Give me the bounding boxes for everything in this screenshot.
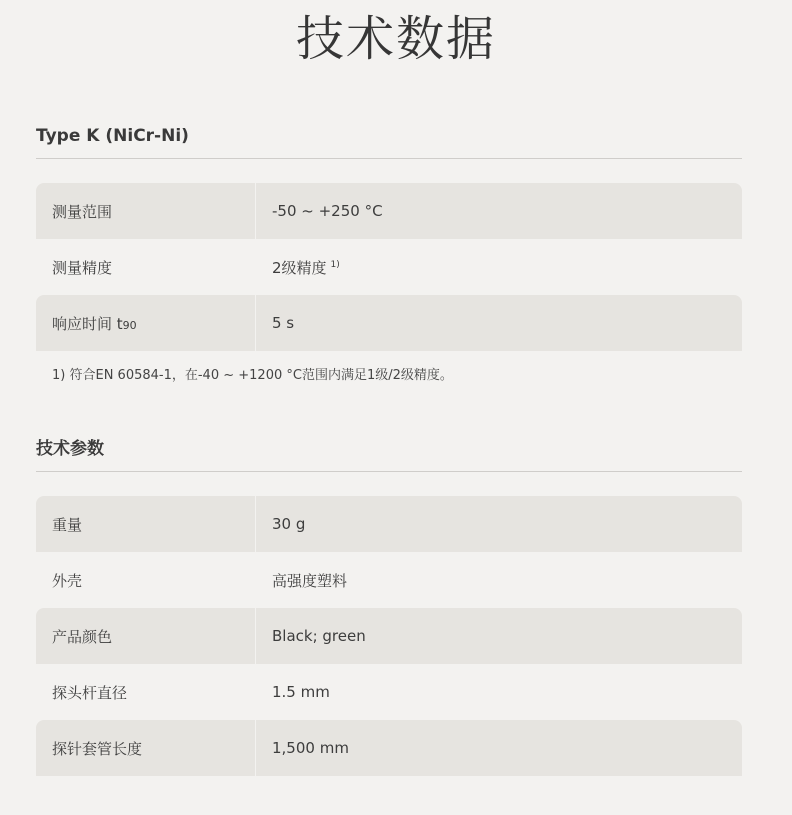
section-title-type-k: Type K (NiCr-Ni) — [36, 126, 189, 146]
row-value-text: 2级精度 — [272, 258, 327, 277]
row-label: 产品颜色 — [52, 627, 113, 646]
row-label: 重量 — [52, 515, 83, 534]
page-title: 技术数据 — [295, 11, 496, 67]
table-row-response-time — [36, 295, 742, 351]
table-row-accuracy — [36, 239, 742, 295]
table-row-measuring-range — [36, 183, 742, 239]
spec-table-type-k — [36, 183, 742, 351]
row-label: 测量精度 — [52, 258, 113, 277]
row-value: 1.5 mm — [272, 683, 330, 701]
table-row-shaft-diameter — [36, 664, 742, 720]
row-label: 测量范围 — [52, 202, 113, 221]
section-title-tech-params: 技术参数 — [36, 439, 104, 459]
row-label — [36, 313, 256, 334]
table-row-sleeve-length — [36, 720, 742, 776]
row-value — [256, 257, 340, 278]
row-value: 1,500 mm — [272, 739, 349, 757]
row-label: 探头杆直径 — [52, 683, 128, 702]
table-row-color — [36, 608, 742, 664]
row-value: 高强度塑料 — [272, 571, 348, 590]
row-label: 外壳 — [52, 571, 83, 590]
spec-table-tech-params — [36, 496, 742, 776]
footnote: 1) 符合EN 60584-1，在-40 ~ +1200 °C范围内满足1级/2级精度。 — [52, 368, 453, 383]
table-row-weight — [36, 496, 742, 552]
table-row-housing — [36, 552, 742, 608]
row-label-subscript: 90 — [122, 318, 137, 332]
row-label: 探针套管长度 — [52, 739, 143, 758]
row-value: Black; green — [272, 627, 366, 645]
row-value: 5 s — [272, 314, 295, 332]
section-divider — [36, 471, 742, 472]
row-label-text: 响应时间 t — [52, 314, 123, 333]
footnote-marker: 1) — [330, 259, 340, 270]
row-value: 30 g — [272, 515, 306, 533]
row-value: -50 ~ +250 °C — [272, 202, 383, 220]
section-divider — [36, 158, 742, 159]
